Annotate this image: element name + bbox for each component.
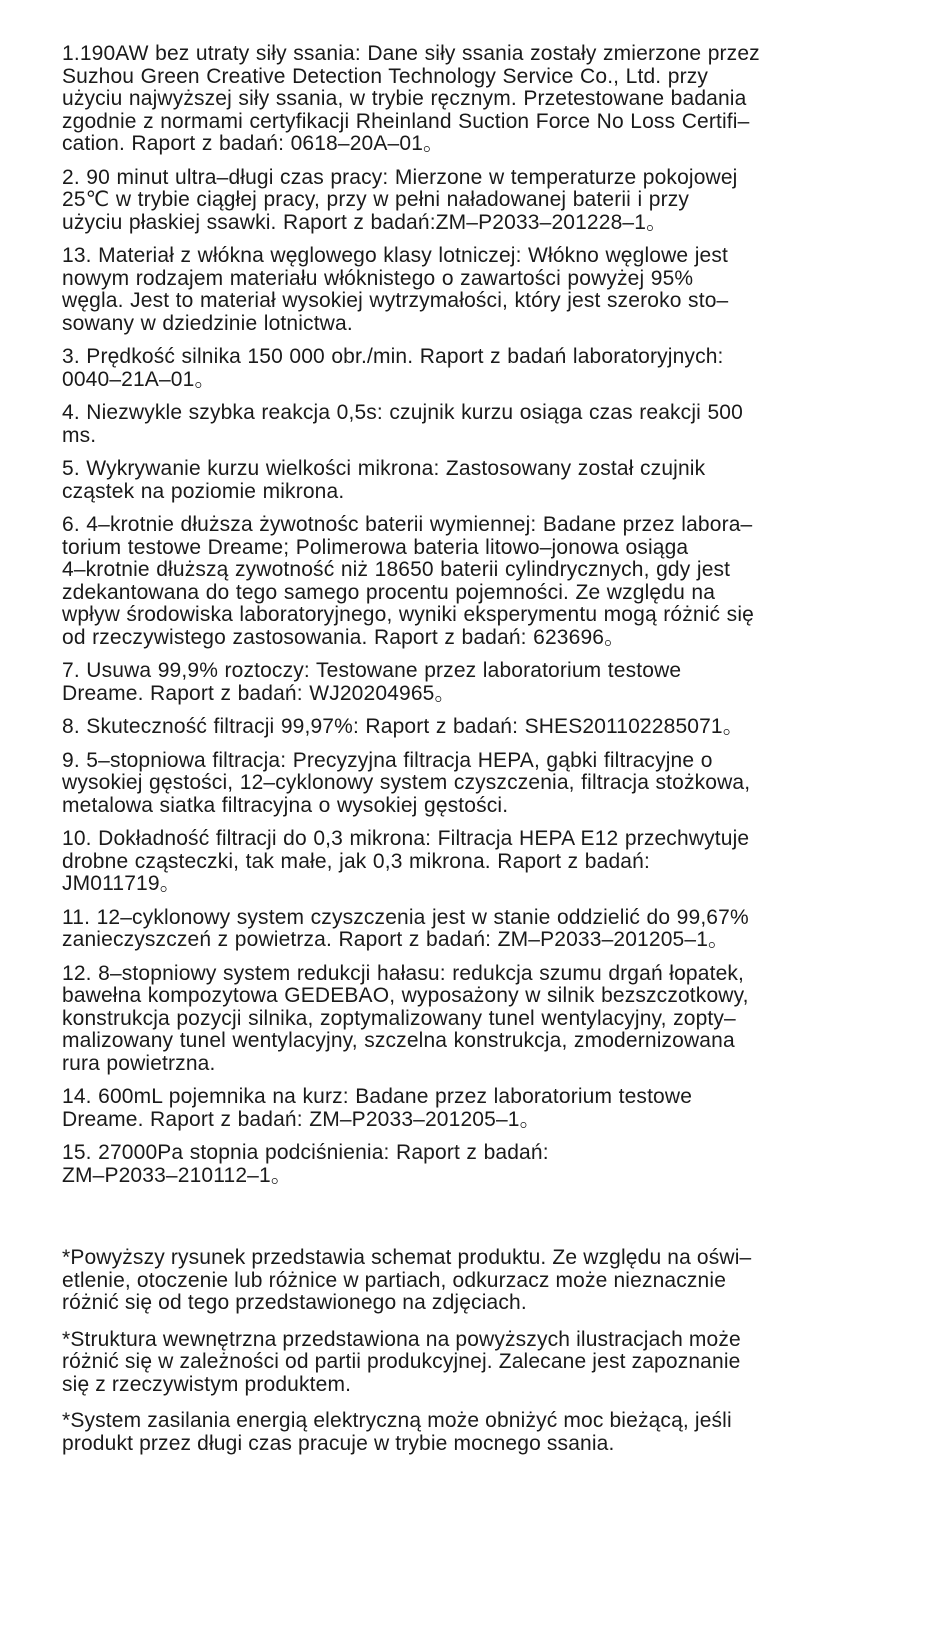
feature-paragraph: 6. 4–krotnie dłuższa żywotnośc baterii wymiennej: Badane przez labora– torium testowe Dreame; Polimerowa bateria litowo–jonowa osiąga 4–krotnie dłuższą zywotność niż 18650 baterii cylindrycznych, gdy jest zdekantowana do tego samego procentu pojemności. Ze względu na wpływ środowiska laboratoryjnego, wyniki eksperymentu mogą różnić się od rzeczywistego zastosowania. Raport z badań: 623696。 <box>62 513 754 649</box>
feature-paragraph: 3. Prędkość silnika 150 000 obr./min. Raport z badań laboratoryjnych: 0040–21A–01。 <box>62 345 724 391</box>
disclaimer-notes <box>62 1247 888 1455</box>
disclaimer-note: *System zasilania energią elektryczną może obniżyć moc bieżącą, jeśli produkt przez długi czas pracuje w trybie mocnego ssania. <box>62 1409 732 1455</box>
feature-paragraph: 9. 5–stopniowa filtracja: Precyzyjna filtracja HEPA, gąbki filtracyjne o wysokiej gęstości, 12–cyklonowy system czyszczenia, filtracja stożkowa, metalowa siatka filtracyjna o wysokiej gęstości. <box>62 748 751 817</box>
feature-paragraph: 8. Skuteczność filtracji 99,97%: Raport z badań: SHES201102285071。 <box>62 715 744 738</box>
feature-paragraph: 5. Wykrywanie kurzu wielkości mikrona: Zastosowany został czujnik cząstek na poziomie mikrona. <box>62 457 706 503</box>
feature-paragraph: 14. 600mL pojemnika na kurz: Badane przez laboratorium testowe Dreame. Raport z badań: ZM–P2033–201205–1。 <box>62 1085 693 1131</box>
feature-paragraph: 2. 90 minut ultra–długi czas pracy: Mierzone w temperaturze pokojowej 25℃ w trybie ciągłej pracy, przy w pełni naładowanej baterii i przy użyciu płaskiej ssawki. Raport z badań:ZM–P2033–201228–1。 <box>62 165 738 234</box>
disclaimer-note: *Powyższy rysunek przedstawia schemat produktu. Ze względu na oświ– etlenie, otoczenie lub różnice w partiach, odkurzacz może nieznacznie różnić się od tego przedstawionego na zdjęciach. <box>62 1246 752 1314</box>
feature-paragraph: 10. Dokładność filtracji do 0,3 mikrona: Filtracja HEPA E12 przechwytuje drobne cząsteczki, tak małe, jak 0,3 mikrona. Raport z badań: JM011719。 <box>62 827 750 895</box>
feature-paragraph: 4. Niezwykle szybka reakcja 0,5s: czujnik kurzu osiąga czas reakcji 500 ms. <box>62 401 743 447</box>
disclaimer-note: *Struktura wewnętrzna przedstawiona na powyższych ilustracjach może różnić się w zależności od partii produkcyjnej. Zalecane jest zapoznanie się z rzeczywistym produktem. <box>62 1327 741 1396</box>
feature-list <box>62 43 888 1187</box>
feature-paragraph: 12. 8–stopniowy system redukcji hałasu: redukcja szumu drgań łopatek, bawełna kompozytowa GEDEBAO, wyposażony w silnik bezszczotkowy, konstrukcja pozycji silnika, zoptymalizowany tunel wentylacyjny, zopty– malizowany tunel wentylacyjny, szczelna konstrukcja, zmodernizowana rura powietrzna. <box>62 961 749 1075</box>
feature-paragraph: 15. 27000Pa stopnia podciśnienia: Raport z badań: ZM–P2033–210112–1。 <box>62 1141 549 1187</box>
feature-paragraph: 7. Usuwa 99,9% roztoczy: Testowane przez laboratorium testowe Dreame. Raport z badań: WJ20204965。 <box>62 659 682 705</box>
feature-paragraph: 13. Materiał z włókna węglowego klasy lotniczej: Włókno węglowe jest nowym rodzajem materiału włóknistego o zawartości powyżej 95% węgla. Jest to materiał wysokiej wytrzymałości, który jest szeroko sto– sowany w dziedzinie lotnictwa. <box>62 244 729 335</box>
feature-paragraph: 1.190AW bez utraty siły ssania: Dane siły ssania zostały zmierzone przez Suzhou Green Creative Detection Technology Service Co., Ltd. przy użyciu najwyższej siły ssania, w trybie ręcznym. Przetestowane badania zgodnie z normami certyfikacji Rheinland Suction Force No Loss Certifi– cation. Raport z badań: 0618–20A–01。 <box>62 42 760 155</box>
document-body <box>62 43 888 1469</box>
feature-paragraph: 11. 12–cyklonowy system czyszczenia jest w stanie oddzielić do 99,67% zanieczyszczeń z powietrza. Raport z badań: ZM–P2033–201205–1。 <box>62 905 749 951</box>
